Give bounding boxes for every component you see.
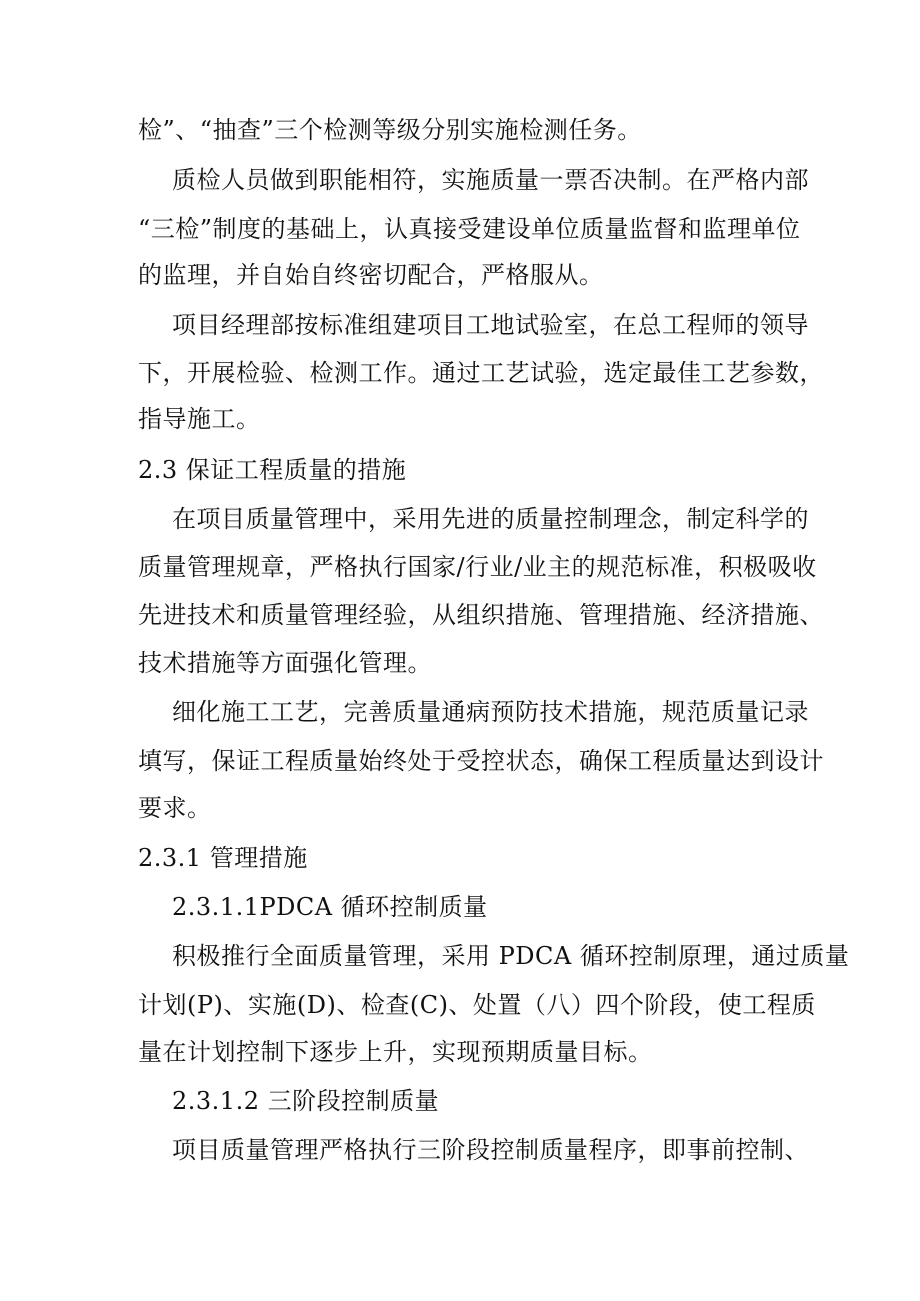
subsection-heading: 2.3.1.2 三阶段控制质量 [172,1087,440,1115]
text-line: “三检”制度的基础上，认真接受建设单位质量监督和监理单位 [138,215,801,243]
text-line: 指导施工。 [138,405,261,433]
text-line: 项目质量管理严格执行三阶段控制质量程序，即事前控制、 [172,1136,809,1164]
text-line: 积极推行全面质量管理，采用 PDCA 循环控制原理，通过质量 [172,942,850,970]
section-heading: 2.3 保证工程质量的措施 [138,456,407,484]
text-line: 技术措施等方面强化管理。 [138,649,432,677]
subsection-heading: 2.3.1.1PDCA 循环控制质量 [172,893,488,921]
text-line: 在项目质量管理中，采用先进的质量控制理念，制定科学的 [172,505,809,533]
text-line: 的监理，并自始自终密切配合，严格服从。 [138,261,604,289]
text-line: 质检人员做到职能相符，实施质量一票否决制。在严格内部 [172,166,809,194]
text-line: 填写，保证工程质量始终处于受控状态，确保工程质量达到设计 [138,747,824,775]
text-line: 量在计划控制下逐步上升，实现预期质量目标。 [138,1038,653,1066]
section-heading: 2.3.1 管理措施 [138,844,308,872]
text-line: 先进技术和质量管理经验，从组织措施、管理措施、经济措施、 [138,601,824,629]
text-line: 质量管理规章，严格执行国家/行业/业主的规范标准，积极吸收 [138,553,817,581]
text-line: 细化施工工艺，完善质量通病预防技术措施，规范质量记录 [172,698,809,726]
text-line: 计划(P)、实施(D)、检查(C)、处置（八）四个阶段，使工程质 [138,991,816,1019]
text-line: 项目经理部按标准组建项目工地试验室，在总工程师的领导 [172,311,809,339]
text-line: 下，开展检验、检测工作。通过工艺试验，选定最佳工艺参数， [138,359,824,387]
text-line: 要求。 [138,794,212,822]
text-line: 检”、“抽查”三个检测等级分别实施检测任务。 [138,116,642,144]
